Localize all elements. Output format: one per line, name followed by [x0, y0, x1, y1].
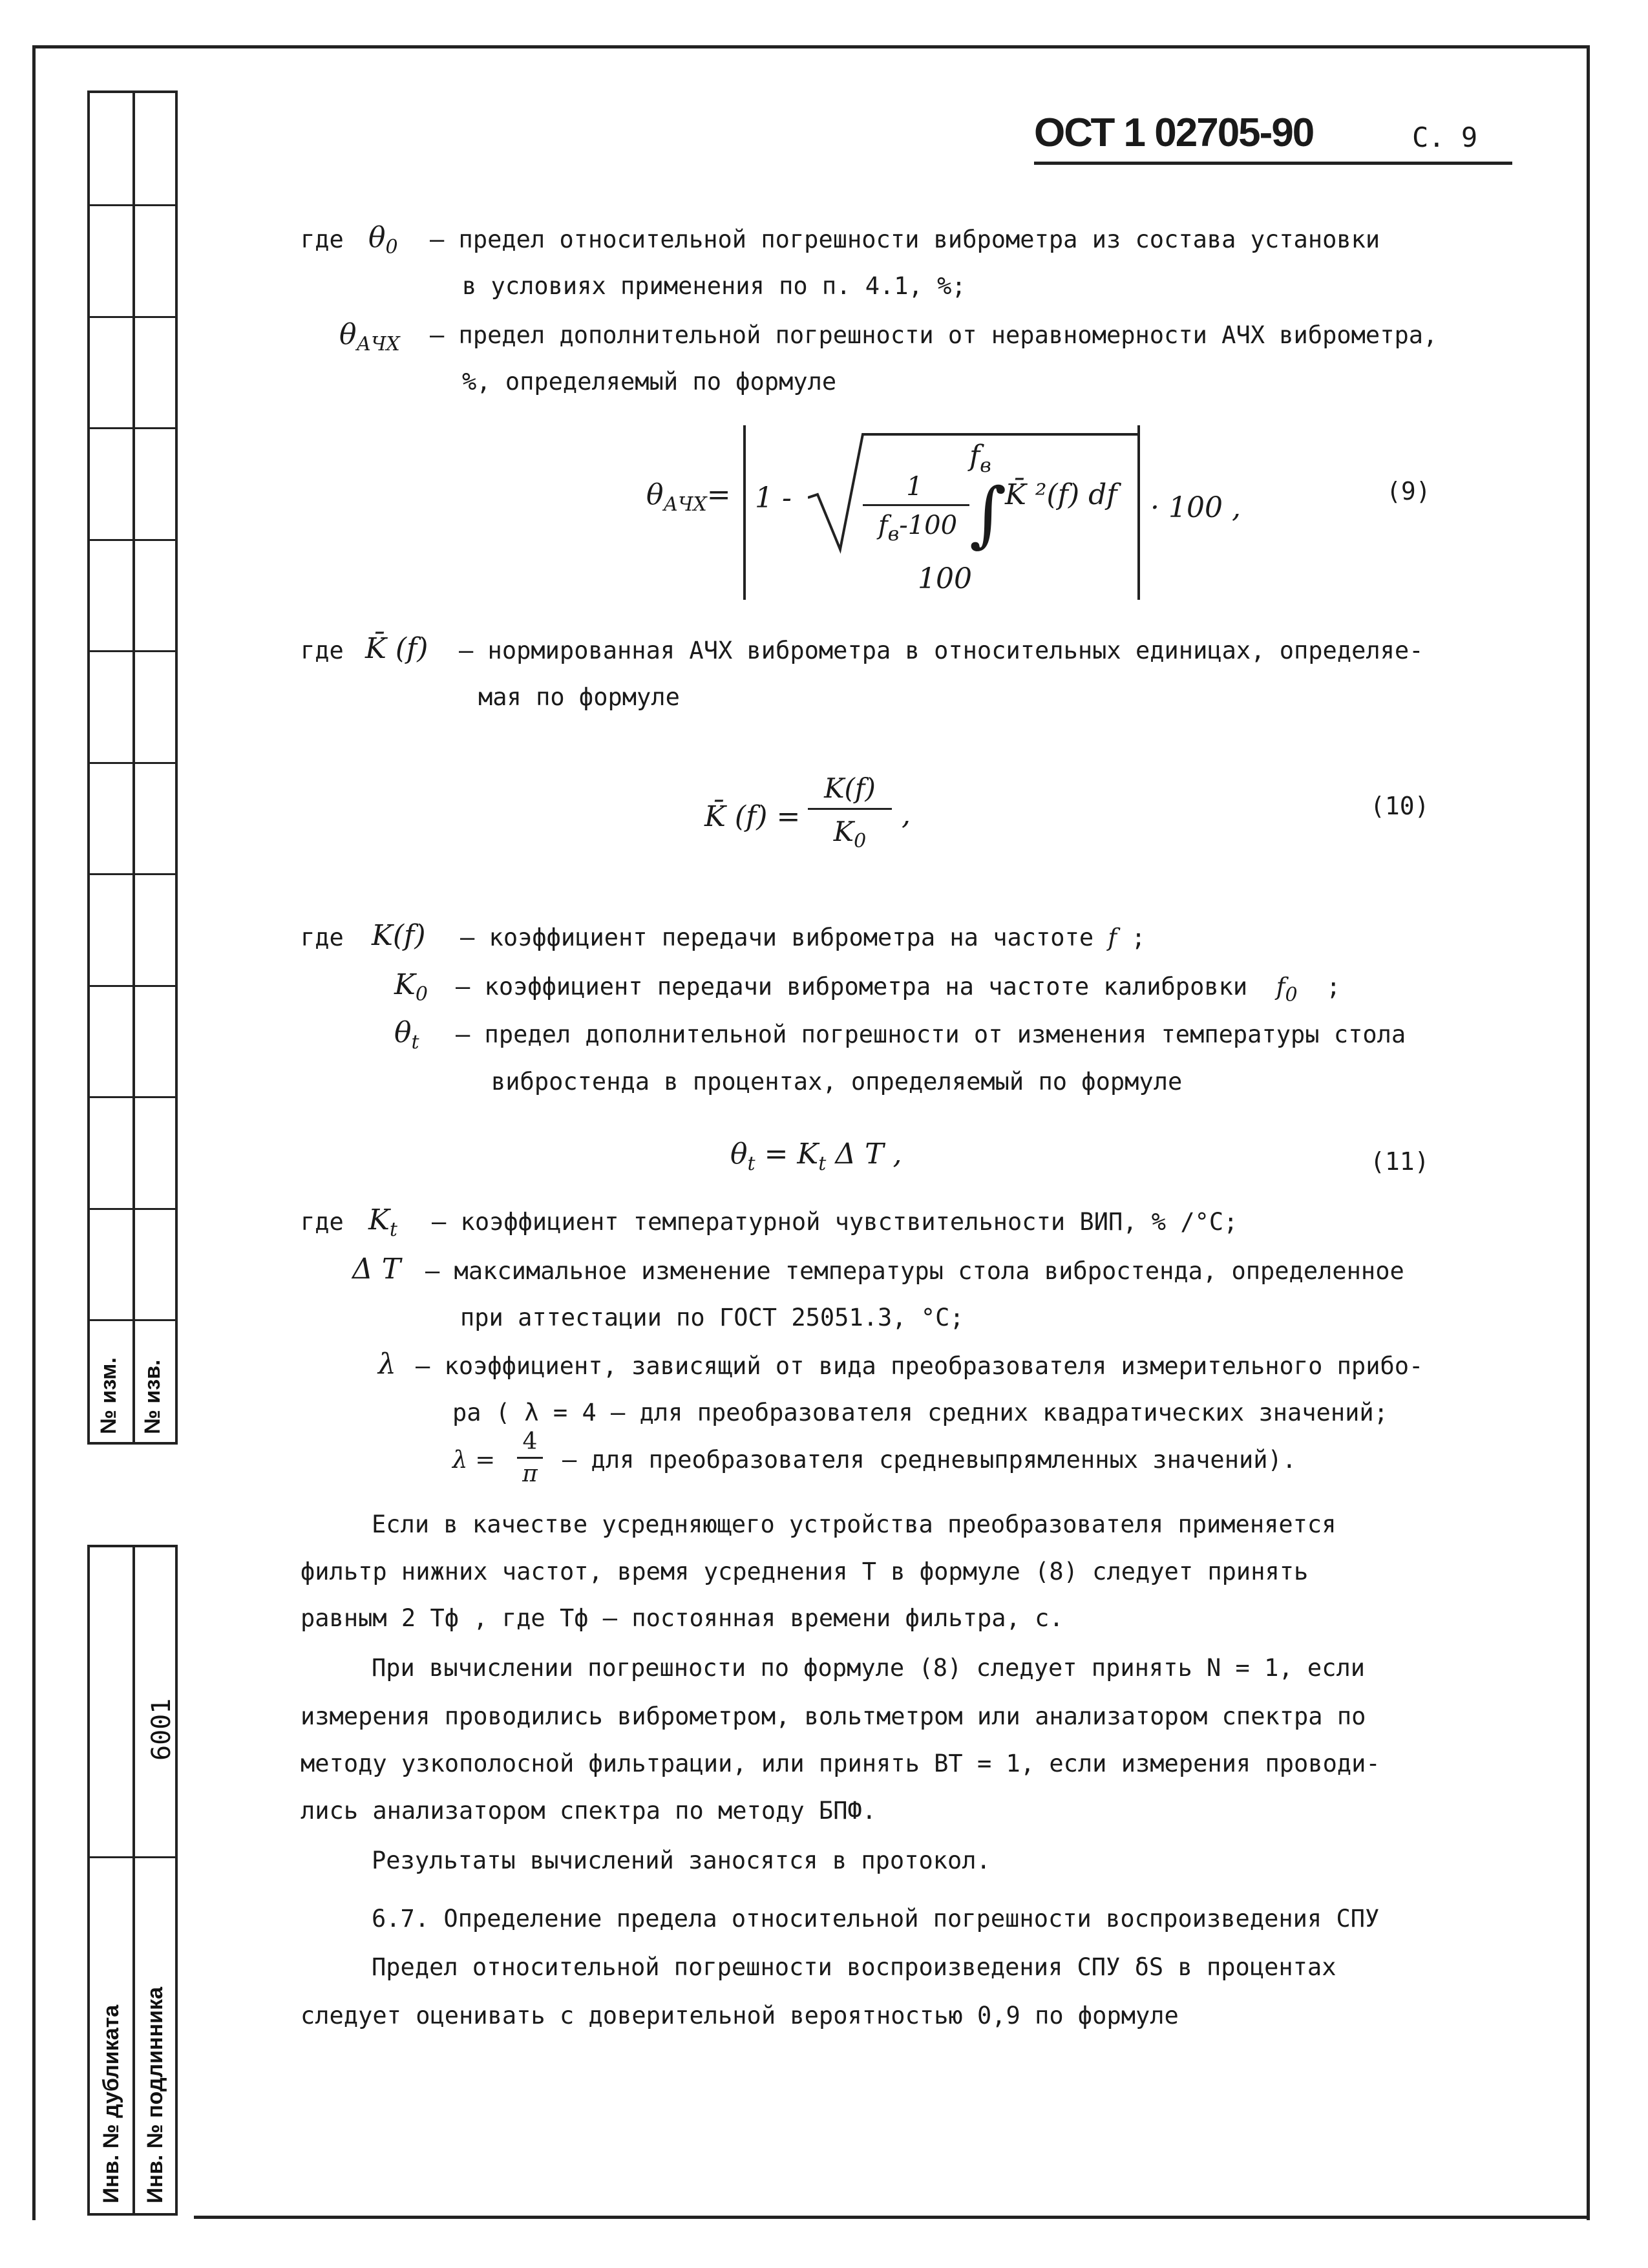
lambda-frac-bar	[517, 1457, 543, 1459]
where-word: где	[301, 637, 344, 664]
para1-line3: равным 2 Tф , где Tф – постоянная времени фильтра, с.	[301, 1604, 1064, 1632]
where-word: где	[301, 924, 344, 951]
para1-line2: фильтр нижних частот, время усреднения T в формуле (8) следует принять	[301, 1558, 1309, 1585]
side-inv-podl-value: 6001	[147, 1698, 176, 1761]
side-label-izm: № изм.	[96, 1357, 121, 1434]
symbol-kf: K(f)	[372, 919, 426, 952]
eq9-integrand: K̄ ²(f) df	[1005, 478, 1117, 511]
theta-t-line2: вибростенда в процентах, определяемый по формуле	[491, 1068, 1183, 1096]
eq10-frac-den: $K_0$	[833, 816, 867, 853]
k-norm-line2: мая по формуле	[478, 683, 680, 711]
k0-text: – коэффициент передачи виброметра на частоте калибровки $f_0$ ;	[456, 973, 1341, 1006]
theta-t-line1: – предел дополнительной погрешности от изменения температуры стола	[456, 1021, 1406, 1048]
eq10-frac-num: K(f)	[824, 772, 876, 804]
theta-ach-line2: %, определяемый по формуле	[462, 368, 837, 396]
symbol-theta-t: $\theta_t$	[394, 1016, 419, 1054]
where-word: где	[301, 226, 344, 253]
eq10-lhs: K̄ (f) =	[704, 800, 801, 833]
lambda-line1: – коэффициент, зависящий от вида преобразователя измерительного прибо-	[416, 1352, 1424, 1380]
para2-line4: лись анализатором спектра по методу БПФ.	[301, 1797, 877, 1825]
eq9-frac-num: 1	[906, 472, 923, 502]
kf-text: – коэффициент передачи виброметра на частоте f ;	[460, 924, 1146, 951]
lambda-line2: ра ( λ = 4 – для преобразователя средних квадратических значений;	[452, 1399, 1388, 1426]
lambda-frac-den: π	[522, 1461, 538, 1487]
eq9-one-minus: 1 -	[755, 482, 792, 514]
eq11-formula: $\theta_t = K_t$ Δ T ,	[730, 1138, 902, 1175]
lambda-frac-num: 4	[522, 1428, 538, 1455]
eq9-times-100: · 100 ,	[1150, 491, 1241, 524]
symbol-k0: $K_0$	[394, 968, 428, 1006]
para2-line2: измерения проводились виброметром, вольтметром или анализатором спектра по	[301, 1702, 1366, 1730]
section-6-7-heading: 6.7. Определение предела относительной погрешности воспроизведения СПУ	[372, 1905, 1380, 1933]
para2-line1: При вычислении погрешности по формуле (8) следует принять N = 1, если	[372, 1654, 1366, 1682]
header-underline	[1034, 162, 1512, 165]
eq10-comma: ,	[902, 798, 911, 831]
side-table-lower	[87, 1545, 178, 2216]
k-norm-line1: – нормированная АЧХ виброметра в относительных единицах, определяе-	[459, 637, 1424, 664]
eq9-abs-right	[1137, 425, 1140, 600]
delta-t-line1: – максимальное изменение температуры стола вибростенда, определенное	[425, 1257, 1404, 1285]
symbol-k-norm: K̄ (f)	[365, 632, 428, 665]
eq9-number: (9)	[1386, 477, 1431, 505]
where-word: где	[301, 1208, 344, 1236]
eq11-number: (11)	[1370, 1147, 1430, 1176]
symbol-theta0: $\theta_0$	[368, 221, 398, 259]
side-table-upper	[87, 90, 178, 1445]
theta-ach-line1: – предел дополнительной погрешности от неравномерности АЧХ виброметра,	[430, 321, 1438, 349]
lambda-line3-right: – для преобразователя средневыпрямленных значений).	[562, 1446, 1297, 1474]
side-label-izv: № изв.	[140, 1359, 165, 1434]
symbol-theta-ach: $\theta_{АЧХ}$	[339, 318, 400, 355]
eq9-lower-limit: 100	[918, 562, 972, 595]
eq10-number: (10)	[1370, 792, 1430, 820]
eq9-lhs: $\theta_{АЧХ}=$	[646, 478, 731, 516]
para5-line1: Предел относительной погрешности воспроизведения СПУ δS в процентах	[372, 1953, 1336, 1981]
symbol-delta-t: Δ T	[352, 1253, 401, 1286]
theta0-line1: – предел относительной погрешности виброметра из состава установки	[430, 226, 1380, 253]
theta0-line2: в условиях применения по п. 4.1, %;	[462, 272, 966, 300]
eq9-frac-bar	[863, 504, 969, 506]
eq9-upper-limit: $f_в$	[969, 440, 991, 477]
para3: Результаты вычислений заносятся в протокол.	[372, 1847, 991, 1874]
para2-line3: методу узкополосной фильтрации, или принять BT = 1, если измерения проводи-	[301, 1750, 1380, 1777]
kt-text: – коэффициент температурной чувствительности ВИП, % /°C;	[432, 1208, 1238, 1236]
para5-line2: следует оценивать с доверительной вероятностью 0,9 по формуле	[301, 2002, 1179, 2030]
side-label-podl: Инв. № подлинника	[143, 1987, 167, 2203]
side-label-dubl: Инв. № дубликата	[99, 2004, 123, 2203]
eq9-abs-left	[743, 425, 746, 600]
frame-bottom-line	[194, 2216, 1587, 2219]
eq9-integral-sign: ∫	[969, 472, 1007, 555]
symbol-kt: $K_t$	[368, 1203, 397, 1241]
delta-t-line2: при аттестации по ГОСТ 25051.3, °C;	[460, 1304, 964, 1331]
symbol-lambda: λ	[378, 1348, 396, 1381]
para1-line1: Если в качестве усредняющего устройства преобразователя применяется	[372, 1510, 1336, 1538]
eq10-frac-bar	[808, 808, 892, 810]
standard-number: ОСТ 1 02705-90	[1034, 111, 1314, 155]
page-number: С. 9	[1412, 122, 1478, 153]
lambda-line3-left: λ =	[452, 1446, 496, 1474]
eq9-frac-den: $f_в-100$	[878, 511, 958, 546]
